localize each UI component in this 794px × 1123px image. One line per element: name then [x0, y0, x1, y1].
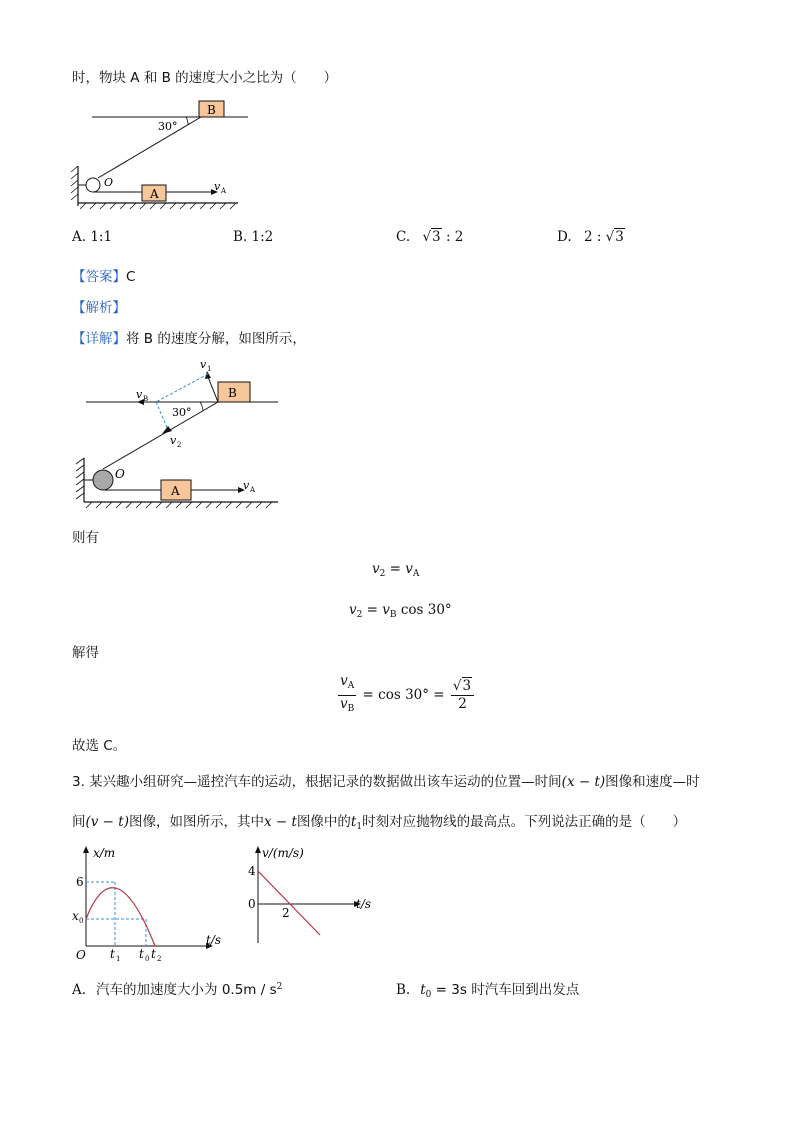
vt-graph: [240, 843, 390, 953]
xt-y-peak: 6: [76, 875, 84, 889]
angle-label: 30°: [172, 406, 192, 419]
option-d-left: 2 :: [583, 229, 602, 245]
option-c-prefix: C.: [396, 229, 411, 245]
angle-label: 30°: [158, 120, 178, 133]
xt-t0: t: [139, 947, 144, 961]
option-d-prefix: D.: [557, 229, 572, 245]
equation-2: $v_2 = v_B$ cos 30°: [349, 602, 452, 620]
answer-line: [72, 265, 135, 285]
block-a-label: A: [150, 187, 159, 201]
option-d-radicand: 3: [615, 229, 624, 245]
pulley-label: O: [115, 467, 125, 481]
xt-graph: [66, 843, 236, 963]
option-c-rest: : 2: [445, 229, 464, 245]
va-label: v: [243, 479, 250, 492]
detail-line: [72, 327, 306, 347]
q3-line-2: 间(v − t)图像，如图所示，其中x − t图像中的$t_1$时刻对应抛物线的最高点。下列说法正确的是（ ）: [72, 814, 687, 832]
xt-t2-sub: 2: [157, 955, 162, 963]
v2-label: v: [170, 434, 177, 447]
option-a[interactable]: A. 1:1: [72, 229, 113, 245]
xt-t1-sub: 1: [116, 955, 121, 963]
pulley-figure-2: [66, 352, 290, 512]
solve-label: 解得: [72, 645, 99, 661]
option-b[interactable]: B. 1:2: [233, 229, 274, 245]
q3-line-1: 3. 某兴趣小组研究—遥控汽车的运动，根据记录的数据做出该车运动的位置—时间(x − t)图像和速度—时: [72, 774, 700, 790]
detail-text: 将 B 的速度分解，如图所示，: [126, 331, 306, 347]
option-c[interactable]: C. √3 : 2: [396, 229, 464, 245]
vb-sub: B: [143, 395, 149, 403]
rope-upper: [98, 117, 201, 178]
pulley-figure-1: [66, 96, 266, 216]
detail-label: 【详解】: [72, 331, 126, 347]
v2-sub: 2: [177, 441, 182, 449]
xt-curve: [86, 888, 155, 946]
block-a-label: A: [171, 484, 180, 498]
vt-zero: 0: [248, 897, 256, 911]
v1-label: v: [200, 358, 207, 371]
xt-t1: t: [110, 947, 115, 961]
equation-1: $v_2 = v_A$: [372, 561, 420, 579]
v1-sub: 1: [207, 365, 212, 373]
answer-label: 【答案】: [72, 269, 126, 285]
xt-y-x0-sub: 0: [79, 917, 84, 925]
velocity-a-sub: A: [221, 187, 227, 195]
equation-3: $\frac{v_A}{v_B}$ = cos 30° = $\frac{√3}{2}$: [336, 674, 476, 717]
analysis-label: 【解析】: [72, 300, 126, 316]
pulley-label: O: [104, 176, 114, 189]
option-c-radicand: 3: [432, 229, 441, 245]
block-b-label: B: [207, 103, 216, 117]
conclusion: 故选 C。: [72, 738, 127, 754]
pulley: [93, 470, 113, 490]
option-d[interactable]: D. 2 : √3: [557, 229, 624, 245]
va-sub: A: [250, 486, 256, 494]
velocity-a-label: v: [214, 180, 221, 193]
xt-origin: O: [76, 948, 86, 962]
xt-xlabel: t/s: [206, 933, 222, 947]
q3-option-b[interactable]: B. $t_0 = 3s$ 时汽车回到出发点: [396, 982, 580, 1000]
question-stem-tail: 时，物块 A 和 B 的速度大小之比为（ ）: [72, 70, 338, 86]
block-b-label: B: [228, 386, 237, 400]
answer-value: C: [126, 269, 136, 285]
vt-x2: 2: [282, 906, 290, 920]
vt-xlabel: t/s: [356, 897, 372, 911]
pulley: [86, 178, 100, 192]
xt-t2: t: [151, 947, 156, 961]
vt-line: [258, 871, 320, 935]
vt-y4: 4: [248, 864, 256, 878]
xt-t0-sub: 0: [145, 955, 150, 963]
vt-ylabel: v/(m/s): [262, 846, 304, 860]
q3-option-a[interactable]: A. 汽车的加速度大小为 $0.5m / s^2$: [72, 982, 283, 998]
xt-ylabel: x/m: [93, 846, 116, 860]
vb-label: v: [136, 388, 143, 401]
then-have: 则有: [72, 530, 99, 546]
xt-y-x0: x: [72, 909, 79, 923]
